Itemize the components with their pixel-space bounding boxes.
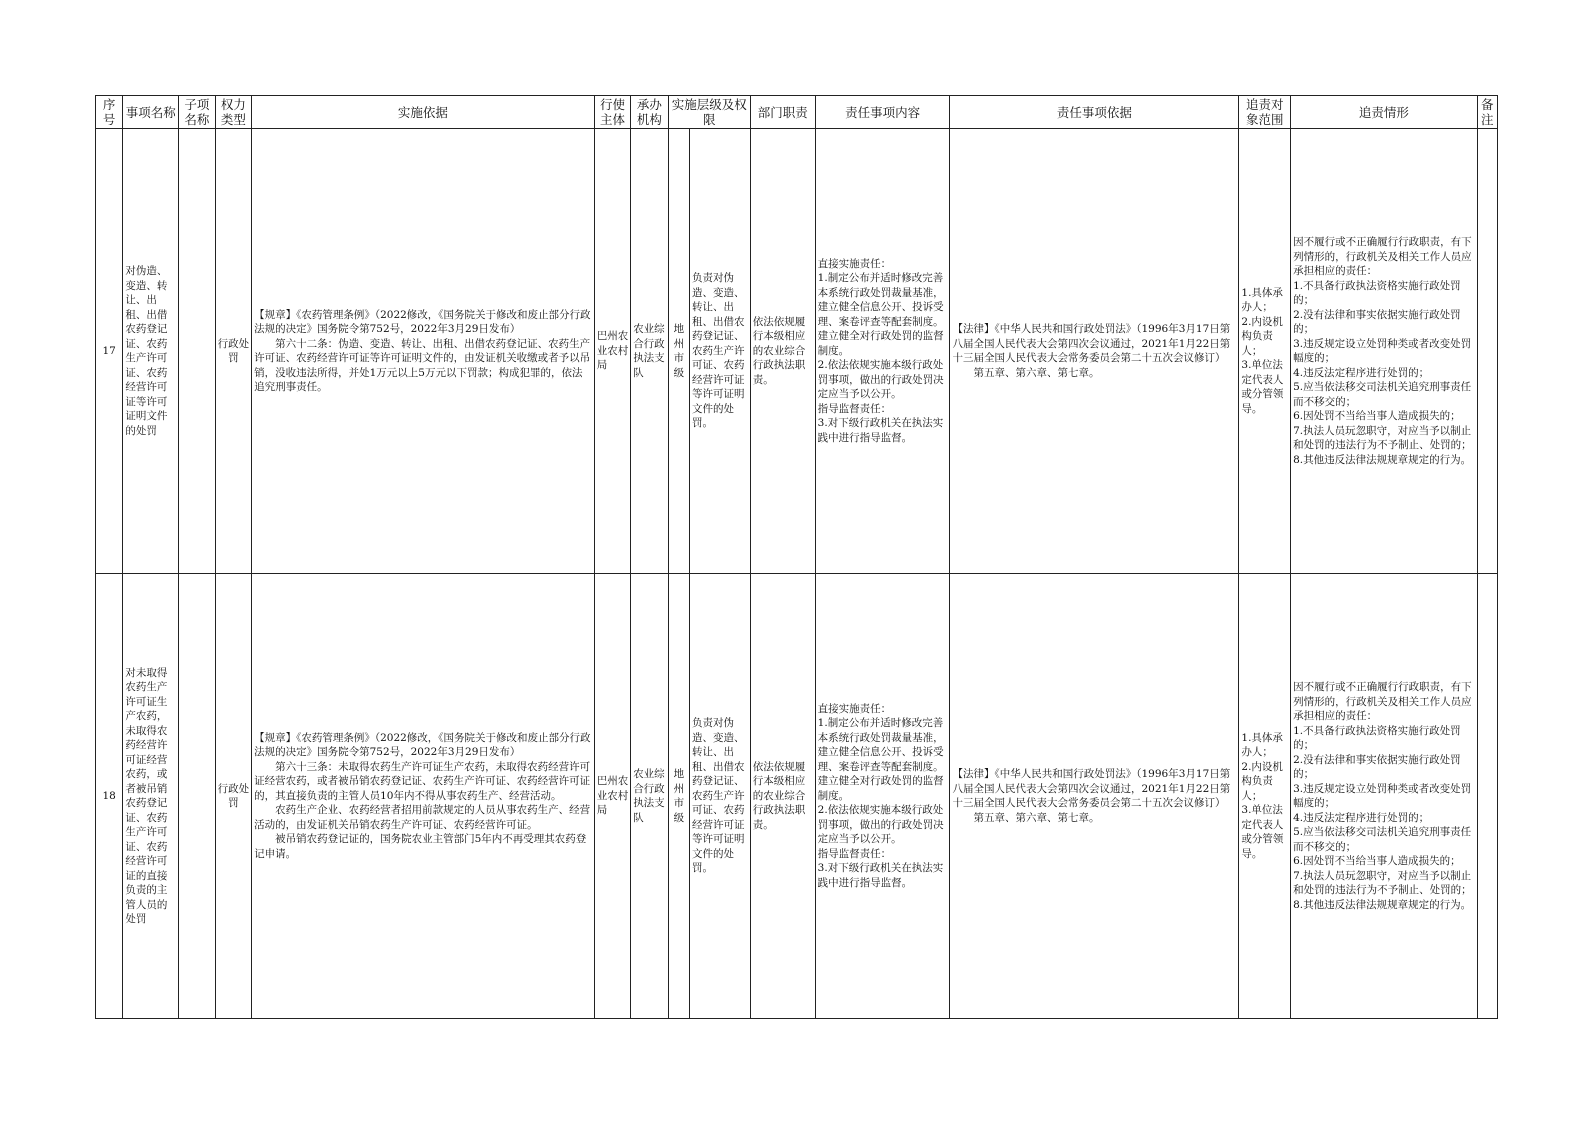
row-accountable: 1.具体承办人； 2.内设机构负责人； 3.单位法定代表人或分管领导。 — [1239, 129, 1291, 574]
row-org: 农业综合行政执法支队 — [631, 129, 669, 574]
row-resp-basis — [950, 129, 1239, 574]
basis-source: 【规章】《农药管理条例》（2022修改，《国务院关于修改和废止部分行政法规的决定》国务院令第752号，2022年3月29日发布） — [254, 731, 591, 759]
row-situations: 因不履行或不正确履行行政职责，有下列情形的，行政机关及相关工作人员应承担相应的责任： 1.不具备行政执法资格实施行政处罚的； 2.没有法律和事实依据实施行政处罚的； 3.违反规定设立处罚种类或者改变处罚幅度的； 4.违反法定程序进行处罚的； 5.应当依法移交司法机关追究刑事责任而不移交的； 6.因处罚不当给当事人造成损失的； 7.执法人员玩忽职守，对应当予以制止和处罚的违法行为不予制止、处罚的； 8.其他违反法律法规规章规定的行为。 — [1291, 574, 1478, 1019]
row-level: 地州市级 — [668, 129, 689, 574]
row-seq: 18 — [96, 574, 123, 1019]
header-remarks: 备注 — [1477, 96, 1497, 129]
row-duty: 依法依规履行本级相应的农业综合行政执法职责。 — [750, 574, 815, 1019]
row-resp-basis — [950, 574, 1239, 1019]
header-basis: 实施依据 — [252, 96, 595, 129]
row-sub-name — [179, 574, 215, 1019]
row-remarks — [1477, 574, 1497, 1019]
row-resp-content: 直接实施责任： 1.制定公布并适时修改完善本系统行政处罚裁量基准，建立健全信息公开、投诉受理、案卷评查等配套制度。建立健全对行政处罚的监督制度。 2.依法依规实施本级行政处罚事项，做出的行政处罚决定应当予以公开。 指导监督责任： 3.对下级行政机关在执法实践中进行指导监督。 — [815, 129, 950, 574]
row-level-scope: 负责对伪造、变造、转让、出租、出借农药登记证、农药生产许可证、农药经营许可证等许可证明文件的处罚。 — [689, 574, 750, 1019]
row-seq: 17 — [96, 129, 123, 574]
row-power-type: 行政处罚 — [215, 574, 251, 1019]
resp-basis-source: 【法律】《中华人民共和国行政处罚法》（1996年3月17日第八届全国人民代表大会第四次会议通过，2021年1月22日第十三届全国人民代表大会常务委员会第二十五次会议修订） — [952, 323, 1231, 364]
header-sub-name: 子项名称 — [179, 96, 215, 129]
row-duty: 依法依规履行本级相应的农业综合行政执法职责。 — [750, 129, 815, 574]
resp-basis-chapters: 第五章、第六章、第七章。 — [973, 811, 1100, 824]
row-accountable: 1.具体承办人； 2.内设机构负责人； 3.单位法定代表人或分管领导。 — [1239, 574, 1291, 1019]
header-power-type: 权力类型 — [215, 96, 251, 129]
row-level: 地州市级 — [668, 574, 689, 1019]
header-resp-content: 责任事项内容 — [815, 96, 950, 129]
header-org: 承办机构 — [631, 96, 669, 129]
header-situations: 追责情形 — [1291, 96, 1478, 129]
basis-article-extra: 被吊销农药登记证的，国务院农业主管部门5年内不再受理其农药登记申请。 — [254, 833, 587, 860]
row-item-name: 对未取得农药生产许可证生产农药，未取得农药经营许可证经营农药，或者被吊销农药登记证、农药生产许可证、农药经营许可证的直接负责的主管人员的处罚 — [123, 574, 179, 1019]
header-subject: 行使主体 — [594, 96, 630, 129]
resp-basis-source: 【法律】《中华人民共和国行政处罚法》（1996年3月17日第八届全国人民代表大会第四次会议通过，2021年1月22日第十三届全国人民代表大会常务委员会第二十五次会议修订） — [952, 768, 1231, 809]
row-basis — [252, 129, 595, 574]
basis-source: 【规章】《农药管理条例》（2022修改，《国务院关于修改和废止部分行政法规的决定》国务院令第752号，2022年3月29日发布） — [254, 308, 591, 335]
row-resp-content: 直接实施责任： 1.制定公布并适时修改完善本系统行政处罚裁量基准，建立健全信息公开、投诉受理、案卷评查等配套制度。建立健全对行政处罚的监督制度。 2.依法依规实施本级行政处罚事项，做出的行政处罚决定应当予以公开。 指导监督责任： 3.对下级行政机关在执法实践中进行指导监督。 — [815, 574, 950, 1019]
row-org: 农业综合行政执法支队 — [631, 574, 669, 1019]
basis-article: 第六十二条：伪造、变造、转让、出租、出借农药登记证、农药生产许可证、农药经营许可证等许可证明文件的，由发证机关收缴或者予以吊销，没收违法所得，并处1万元以上5万元以下罚款；构成犯罪的，依法追究刑事责任。 — [254, 337, 591, 393]
basis-article: 第六十三条：未取得农药生产许可证生产农药，未取得农药经营许可证经营农药，或者被吊销农药登记证、农药生产许可证、农药经营许可证的，其直接负责的主管人员10年内不得从事农药生产、经营活动。 — [254, 760, 591, 802]
header-seq: 序号 — [96, 96, 123, 129]
header-level: 实施层级及权限 — [668, 96, 750, 129]
basis-article-extra: 农药生产企业、农药经营者招用前款规定的人员从事农药生产、经营活动的，由发证机关吊销农药生产许可证、农药经营许可证。 — [254, 804, 591, 831]
resp-basis-chapters: 第五章、第六章、第七章。 — [973, 366, 1100, 379]
row-remarks — [1477, 129, 1497, 574]
header-item-name: 事项名称 — [123, 96, 179, 129]
header-row — [96, 96, 1498, 129]
header-accountable: 追责对象范围 — [1239, 96, 1291, 129]
row-subject: 巴州农业农村局 — [594, 129, 630, 574]
row-power-type: 行政处罚 — [215, 129, 251, 574]
table-row — [96, 129, 1498, 574]
header-duty: 部门职责 — [750, 96, 815, 129]
header-resp-basis: 责任事项依据 — [950, 96, 1239, 129]
row-level-scope: 负责对伪造、变造、转让、出租、出借农药登记证、农药生产许可证、农药经营许可证等许可证明文件的处罚。 — [689, 129, 750, 574]
row-situations: 因不履行或不正确履行行政职责，有下列情形的，行政机关及相关工作人员应承担相应的责任： 1.不具备行政执法资格实施行政处罚的； 2.没有法律和事实依据实施行政处罚的； 3.违反规定设立处罚种类或者改变处罚幅度的； 4.违反法定程序进行处罚的； 5.应当依法移交司法机关追究刑事责任而不移交的； 6.因处罚不当给当事人造成损失的； 7.执法人员玩忽职守，对应当予以制止和处罚的违法行为不予制止、处罚的； 8.其他违反法律法规规章规定的行为。 — [1291, 129, 1478, 574]
table-row — [96, 574, 1498, 1019]
row-item-name: 对伪造、变造、转让、出租、出借农药登记证、农药生产许可证、农药经营许可证等许可证明文件的处罚 — [123, 129, 179, 574]
power-list-table — [95, 95, 1498, 1019]
row-sub-name — [179, 129, 215, 574]
row-basis — [252, 574, 595, 1019]
row-subject: 巴州农业农村局 — [594, 574, 630, 1019]
